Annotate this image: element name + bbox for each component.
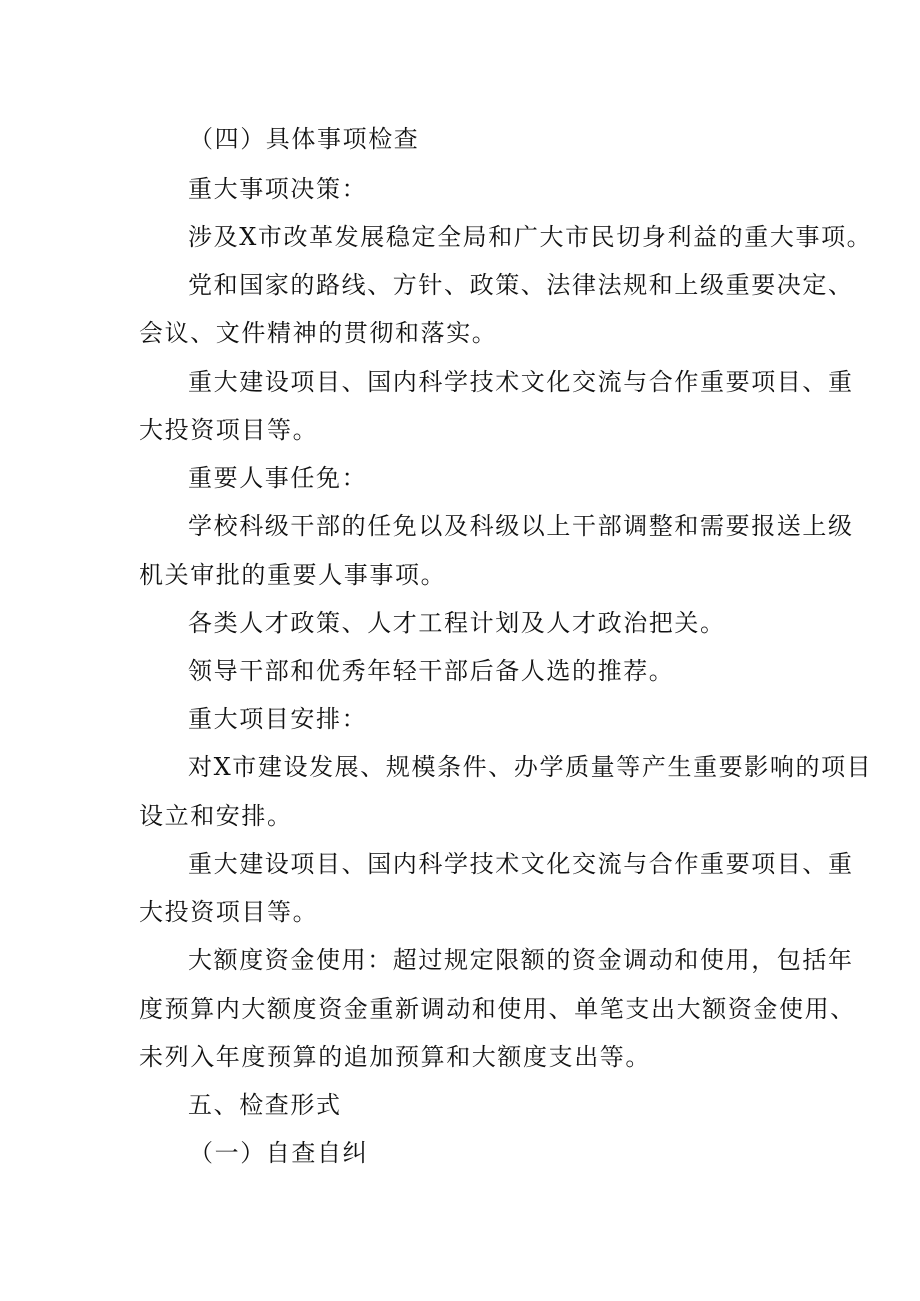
section-heading-inspection-forms: 五、检查形式 (188, 1091, 342, 1119)
paragraph-line: 大额度资金使用：超过规定限额的资金调动和使用，包括年 (188, 946, 854, 974)
paragraph-line: 涉及X市改革发展稳定全局和广大市民切身利益的重大事项。 (188, 223, 873, 251)
paragraph-line: 领导干部和优秀年轻干部后备人选的推荐。 (188, 657, 675, 685)
paragraph-line: 未列入年度预算的追加预算和大额度支出等。 (139, 1043, 651, 1071)
paragraph-line: 大投资项目等。 (139, 898, 319, 926)
paragraph-line: 党和国家的路线、方针、政策、法律法规和上级重要决定、 (188, 271, 854, 299)
paragraph-line: 设立和安排。 (139, 802, 293, 830)
subheading-personnel-appointments: 重要人事任免： (188, 464, 368, 492)
paragraph-line: 重大建设项目、国内科学技术文化交流与合作重要项目、重 (188, 850, 854, 878)
paragraph-line: 大投资项目等。 (139, 416, 319, 444)
subheading-major-decisions: 重大事项决策： (188, 175, 368, 203)
paragraph-line: 机关审批的重要人事事项。 (139, 561, 447, 589)
paragraph-line: 学校科级干部的任免以及科级以上干部调整和需要报送上级 (188, 512, 854, 540)
paragraph-line: 度预算内大额度资金重新调动和使用、单笔支出大额资金使用、 (139, 995, 856, 1023)
paragraph-line: 重大建设项目、国内科学技术文化交流与合作重要项目、重 (188, 368, 854, 396)
subsection-heading-self-check: （一）自查自纠 (189, 1139, 369, 1167)
subheading-major-projects: 重大项目安排： (188, 705, 368, 733)
section-heading-specific-checks: （四）具体事项检查 (189, 125, 420, 153)
paragraph-line: 对X市建设发展、规模条件、办学质量等产生重要影响的项目 (188, 753, 873, 781)
paragraph-line: 各类人才政策、人才工程计划及人才政治把关。 (188, 609, 726, 637)
paragraph-line: 会议、文件精神的贯彻和落实。 (139, 319, 498, 347)
